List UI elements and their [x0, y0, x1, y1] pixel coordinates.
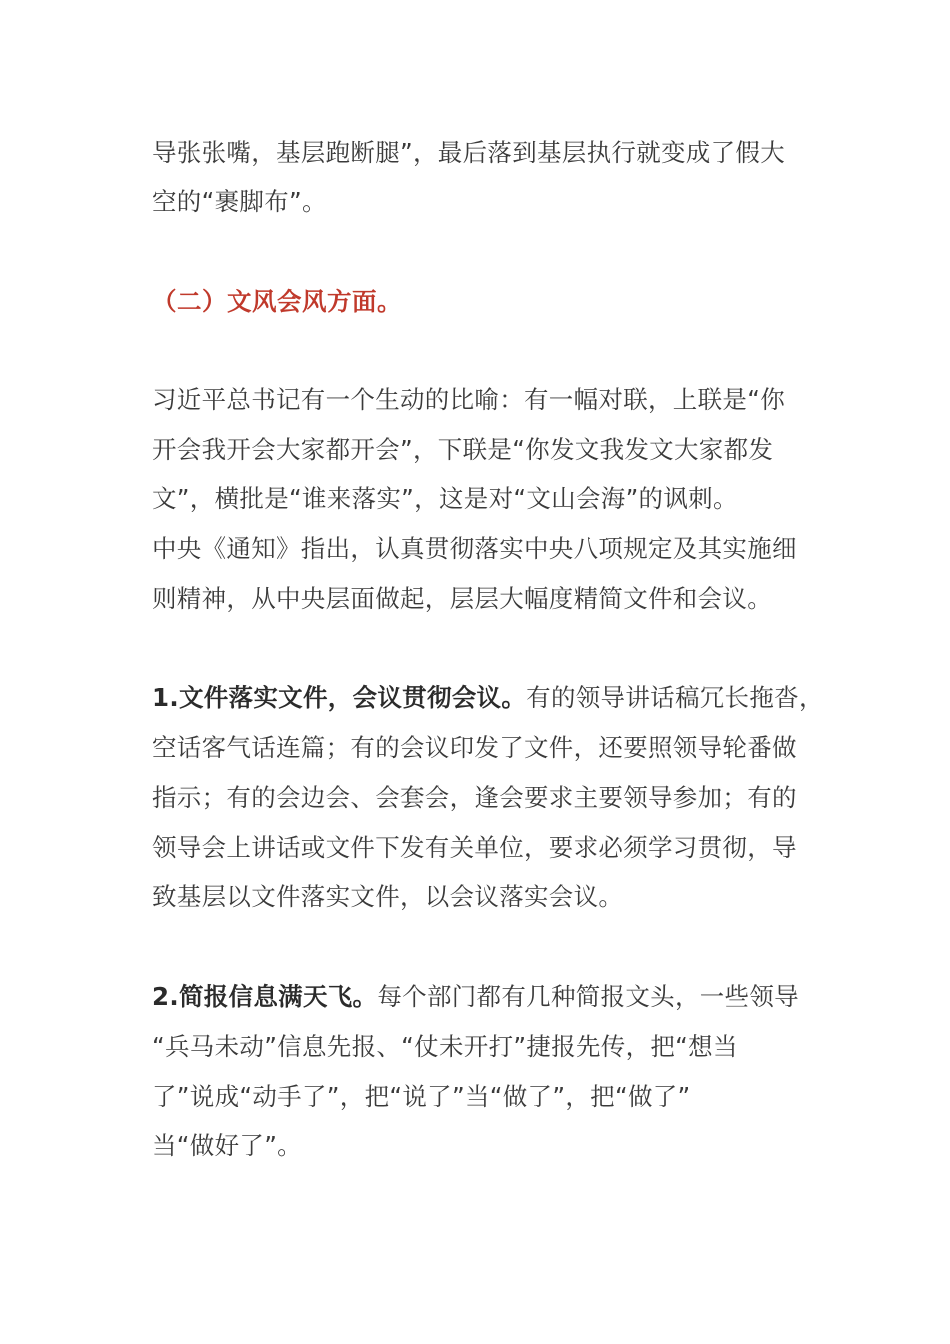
item-1-title: 1.文件落实文件，会议贯彻会议。	[152, 683, 527, 712]
item-2-line-4: 当“做好了”。	[152, 1131, 302, 1160]
item-2-title: 2.简报信息满天飞。	[152, 982, 378, 1011]
paragraph-intro-line-2: 空的“裹脚布”。	[152, 187, 327, 216]
paragraph-quote-line-4: 中央《通知》指出，认真贯彻落实中央八项规定及其实施细	[152, 534, 797, 563]
item-1-line-3: 指示；有的会边会、会套会，逢会要求主要领导参加；有的	[152, 783, 797, 812]
item-1-line-4: 领导会上讲话或文件下发有关单位，要求必须学习贯彻，导	[152, 833, 797, 862]
item-2-line-3: 了”说成“动手了”，把“说了”当“做了”，把“做了”	[152, 1082, 691, 1111]
section-heading: （二）文风会风方面。	[152, 287, 402, 316]
item-2-line-2: “兵马未动”信息先报、“仗未开打”捷报先传，把“想当	[152, 1032, 738, 1061]
item-2-text: 每个部门都有几种简报文头，一些领导	[377, 982, 799, 1011]
item-1-line-1	[152, 680, 824, 716]
paragraph-quote-line-3: 文”，横批是“谁来落实”，这是对“文山会海”的讽刺。	[152, 484, 738, 513]
paragraph-quote-line-2: 开会我开会大家都开会”，下联是“你发文我发文大家都发	[152, 435, 774, 464]
item-1-line-2: 空话客气话连篇；有的会议印发了文件，还要照领导轮番做	[152, 733, 797, 762]
paragraph-quote-line-5: 则精神，从中央层面做起，层层大幅度精简文件和会议。	[152, 584, 772, 613]
paragraph-intro-line-1: 导张张嘴，基层跑断腿”，最后落到基层执行就变成了假大	[152, 138, 785, 167]
item-1-line-5: 致基层以文件落实文件，以会议落实会议。	[152, 882, 624, 911]
paragraph-quote-line-1: 习近平总书记有一个生动的比喻：有一幅对联，上联是“你	[152, 385, 785, 414]
item-2-line-1	[152, 979, 812, 1015]
item-1-text: 有的领导讲话稿冗长拖沓，	[526, 683, 824, 712]
